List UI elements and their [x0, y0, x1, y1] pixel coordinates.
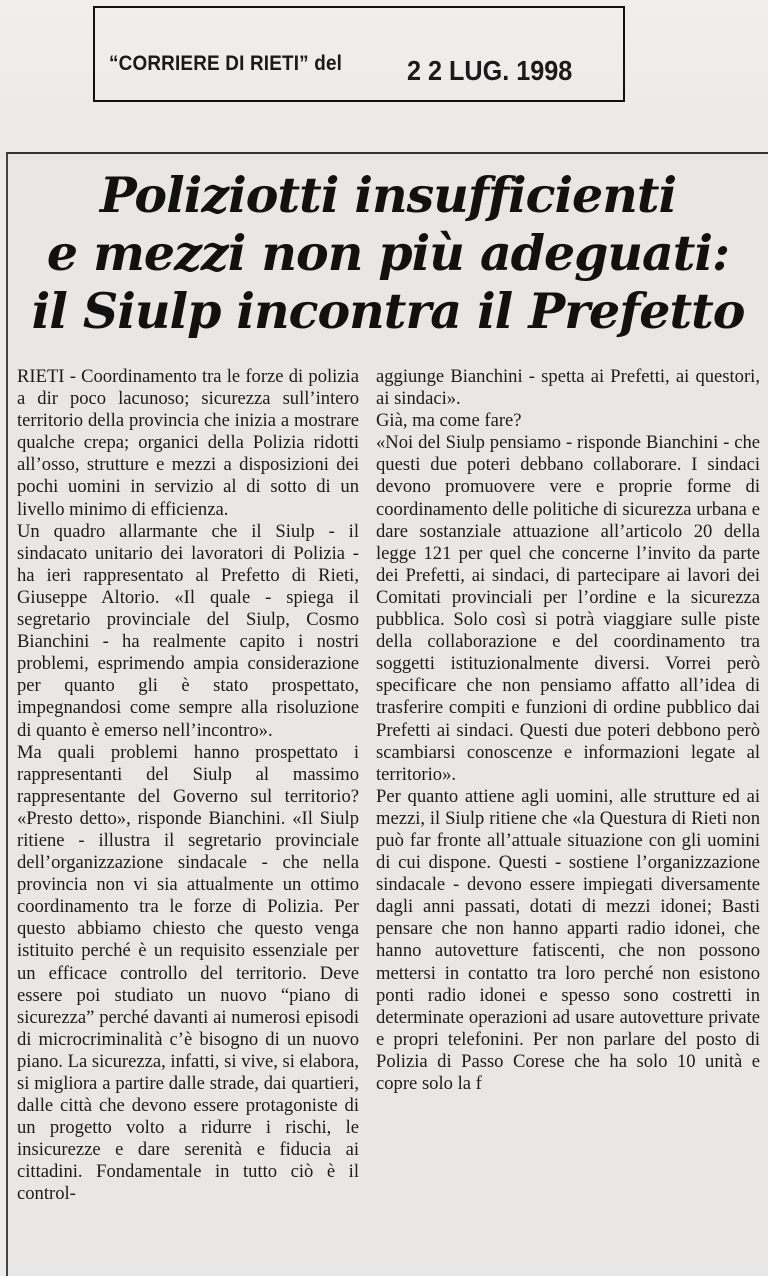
paragraph: Per quanto attiene agli uomini, alle strutture ed ai mezzi, il Siulp ritiene che «la Questura di Rieti non può far fronte all’attuale situazione con gli uomini di cui dispone. Questi - sostiene l’organizzazione sindacale - devono essere impiegati diversamente dagli anni passati, dotati di mezzi idonei; Basti pensare che non hanno apparti radio idonei, che hanno autovetture fatiscenti, che non possono mettersi in contatto tra loro perché non esistono ponti radio idonei e spesso sono costretti in determinate operazioni ad usare autovetture private e propri telefonini. Per non parlare del posto di Polizia di Passo Corese che ha solo 10 unità e copre solo la f [376, 785, 760, 1094]
paragraph: «Noi del Siulp pensiamo - risponde Bianchini - che questi due poteri debbano collaborare. I sindaci devono promuovere vere e proprie forme di coordinamento delle politiche di sicurezza urbana e dare sostanziale attuazione all’articolo 20 della legge 121 per quel che concerne l’invito da parte dei Prefetti, ai sindaci, di partecipare ai lavori dei Comitati provinciali per l’ordine e la sicurezza pubblica. Solo così si potrà viaggiare sulle piste della collaborazione e del coordinamento tra soggetti istituzionalmente diversi. Vorrei però specificare che non pensiamo affatto all’idea di trasferire compiti e funzioni di ordine pubblico dai Prefetti ai sindaci. Questi due poteri debbono però scambiarsi conoscenze e informazioni legate al territorio». [376, 432, 760, 785]
paragraph: Già, ma come fare? [376, 410, 522, 432]
headline-line: Poliziotti insufficienti [99, 166, 677, 224]
publication-date: 2 2 LUG. 1998 [407, 55, 573, 86]
paragraph: RIETI - Coordinamento tra le forze di polizia a dir poco lacunoso; sicurezza sull’intero territorio della provincia che inizia a mostrare qualche crepa; organici della Polizia ridotti all’osso, strutture e mezzi a disposizioni dei pochi uomini in servizio al di sotto di un livello minimo di efficienza. [17, 366, 359, 520]
article-column-left [17, 366, 359, 1206]
headline-line: il Siulp incontra il Prefetto [31, 282, 745, 340]
paragraph: Ma quali problemi hanno prospettato i rappresentanti del Siulp al massimo rappresentante del Governo sul territorio? «Presto detto», risponde Bianchini. «Il Siulp ritiene - illustra il segretario provinciale dell’organizzazione sindacale - che nella provincia non vi sia attualmente un ottimo coordinamento tra le forze di Polizia. Per questo abbiamo chiesto che questo venga istituito perché è un requisito essenziale per un efficace controllo del territorio. Deve essere poi studiato un nuovo “piano di sicurezza” perché davanti ai numerosi episodi di microcriminalità c’è bisogno di un nuovo piano. La sicurezza, infatti, si vive, si elabora, si migliora a partire dalle strade, dai quartieri, dalle città che devono essere protagoniste di un progetto volto a ridurre i rischi, le insicurezze e dare serenità e fiducia ai cittadini. Fondamentale in tutto ciò è il control- [17, 741, 359, 1205]
article-column-right [376, 366, 760, 1095]
article-clipping [6, 152, 768, 1276]
newspaper-source: “CORRIERE DI RIETI” del [109, 52, 343, 75]
article-headline [28, 166, 748, 340]
headline-line: e mezzi non più adeguati: [46, 224, 730, 282]
clipping-header-stamp [93, 6, 625, 102]
paragraph: aggiunge Bianchini - spetta ai Prefetti, ai questori, ai sindaci». [376, 366, 760, 410]
paragraph: Un quadro allarmante che il Siulp - il sindacato unitario dei lavoratori di Polizia - ha ieri rappresentato al Prefetto di Rieti, Giuseppe Altorio. «Il quale - spiega il segretario provinciale del Siulp, Cosmo Bianchini - ha realmente capito i nostri problemi, esprimendo ampia considerazione per quanto gli è stato prospettato, impegnandosi come sempre alla risoluzione di quanto è emerso nell’incontro». [17, 520, 359, 741]
